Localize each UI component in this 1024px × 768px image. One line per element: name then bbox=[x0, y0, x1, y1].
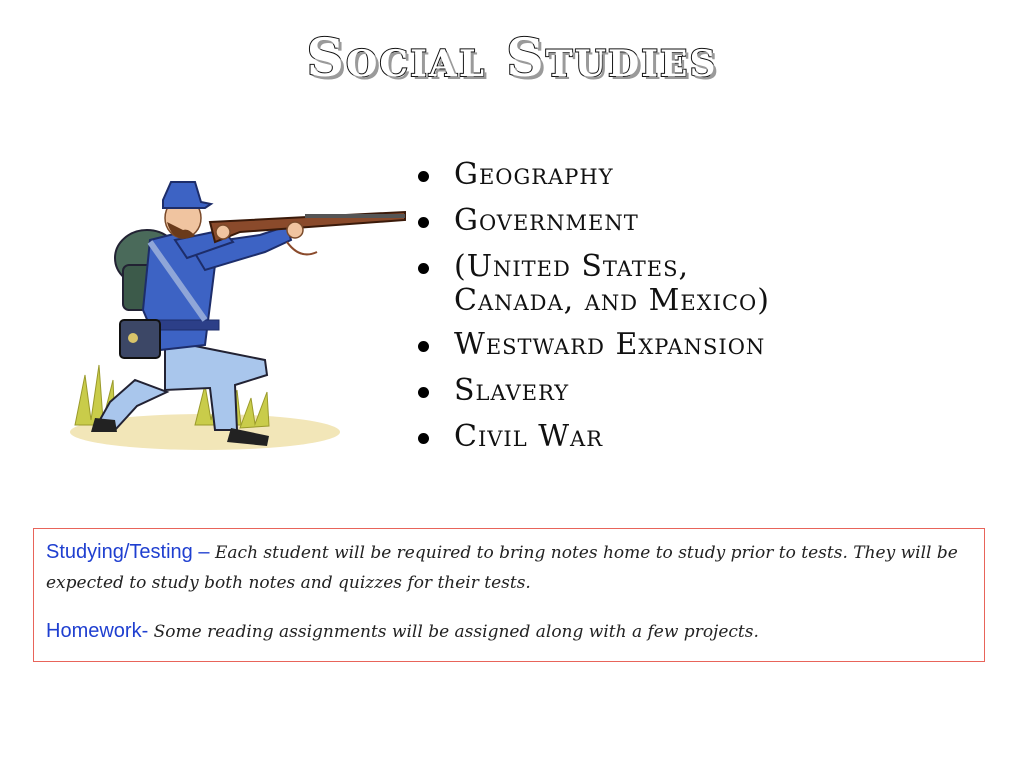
list-item bbox=[412, 204, 882, 238]
bullet-dot-icon bbox=[418, 341, 429, 352]
bullet-dot-icon bbox=[418, 387, 429, 398]
bullet-dot-icon bbox=[418, 217, 429, 228]
studying-label: Studying/Testing bbox=[46, 541, 193, 563]
topic-list bbox=[412, 158, 882, 466]
list-item bbox=[412, 250, 882, 318]
slide-title: Social Studies bbox=[306, 28, 718, 89]
list-item-text: Government bbox=[454, 203, 639, 238]
bullet-dot-icon bbox=[418, 171, 429, 182]
list-item bbox=[412, 420, 882, 454]
bullet-dot-icon bbox=[418, 263, 429, 274]
list-item-text: Slavery bbox=[454, 373, 570, 408]
info-box bbox=[33, 528, 985, 662]
list-item-text: Geography bbox=[454, 157, 614, 192]
list-item bbox=[412, 158, 882, 192]
bullet-dot-icon bbox=[418, 433, 429, 444]
list-item bbox=[412, 328, 882, 362]
studying-separator: – bbox=[192, 541, 216, 563]
soldier-with-rifle-icon bbox=[55, 170, 415, 470]
list-item-text: (United States, bbox=[454, 249, 690, 284]
studying-text: Each student will be required to bring notes home to study prior to tests. They will be expected to study both notes and quizzes for their tests. bbox=[46, 543, 958, 593]
studying-paragraph bbox=[46, 537, 972, 598]
homework-text: Some reading assignments will be assigned along with a few projects. bbox=[148, 622, 759, 642]
list-item-text: Westward Expansion bbox=[454, 327, 766, 362]
homework-paragraph bbox=[46, 616, 972, 647]
homework-label: Homework- bbox=[46, 620, 149, 642]
list-item-text: Canada, and Mexico) bbox=[454, 283, 770, 318]
list-item-text: Civil War bbox=[454, 419, 604, 454]
list-item bbox=[412, 374, 882, 408]
